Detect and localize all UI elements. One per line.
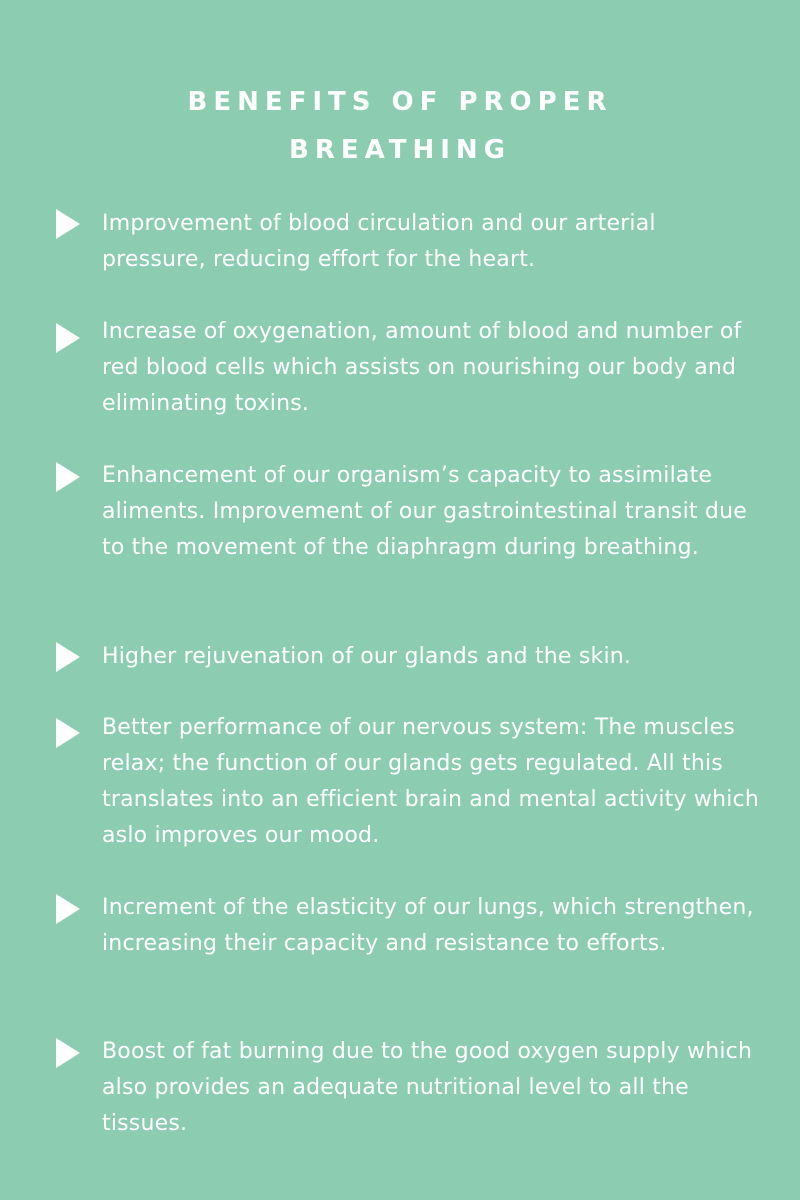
benefit-text: Better performance of our nervous system: The muscles relax; the function of our glands gets regulated. All this translates into an efficient brain and mental activity which aslo improves our mood. bbox=[102, 715, 759, 848]
play-triangle-icon bbox=[56, 462, 80, 492]
benefit-text: Increase of oxygenation, amount of blood and number of red blood cells which assists on nourishing our body and eliminating toxins. bbox=[102, 319, 742, 416]
play-triangle-icon bbox=[56, 323, 80, 353]
benefit-text: Increment of the elasticity of our lungs, which strengthen, increasing their capacity and resistance to efforts. bbox=[102, 895, 754, 956]
play-triangle-icon bbox=[56, 642, 80, 672]
benefit-text: Improvement of blood circulation and our arterial pressure, reducing effort for the heart. bbox=[102, 211, 656, 272]
play-triangle-icon bbox=[56, 894, 80, 924]
play-triangle-icon bbox=[56, 1038, 80, 1068]
title-line-2: BREATHING bbox=[289, 135, 511, 165]
benefit-text: Higher rejuvenation of our glands and the skin. bbox=[102, 644, 632, 669]
benefit-text: Boost of fat burning due to the good oxygen supply which also provides an adequate nutritional level to all the tissues. bbox=[102, 1039, 753, 1136]
play-triangle-icon bbox=[56, 718, 80, 748]
title-line-1: BENEFITS OF PROPER bbox=[187, 87, 613, 117]
benefit-text: Enhancement of our organism’s capacity to assimilate aliments. Improvement of our gastrointestinal transit due to the movement of the diaphragm during breathing. bbox=[102, 463, 747, 560]
play-triangle-icon bbox=[56, 209, 80, 239]
page-title bbox=[0, 78, 800, 174]
